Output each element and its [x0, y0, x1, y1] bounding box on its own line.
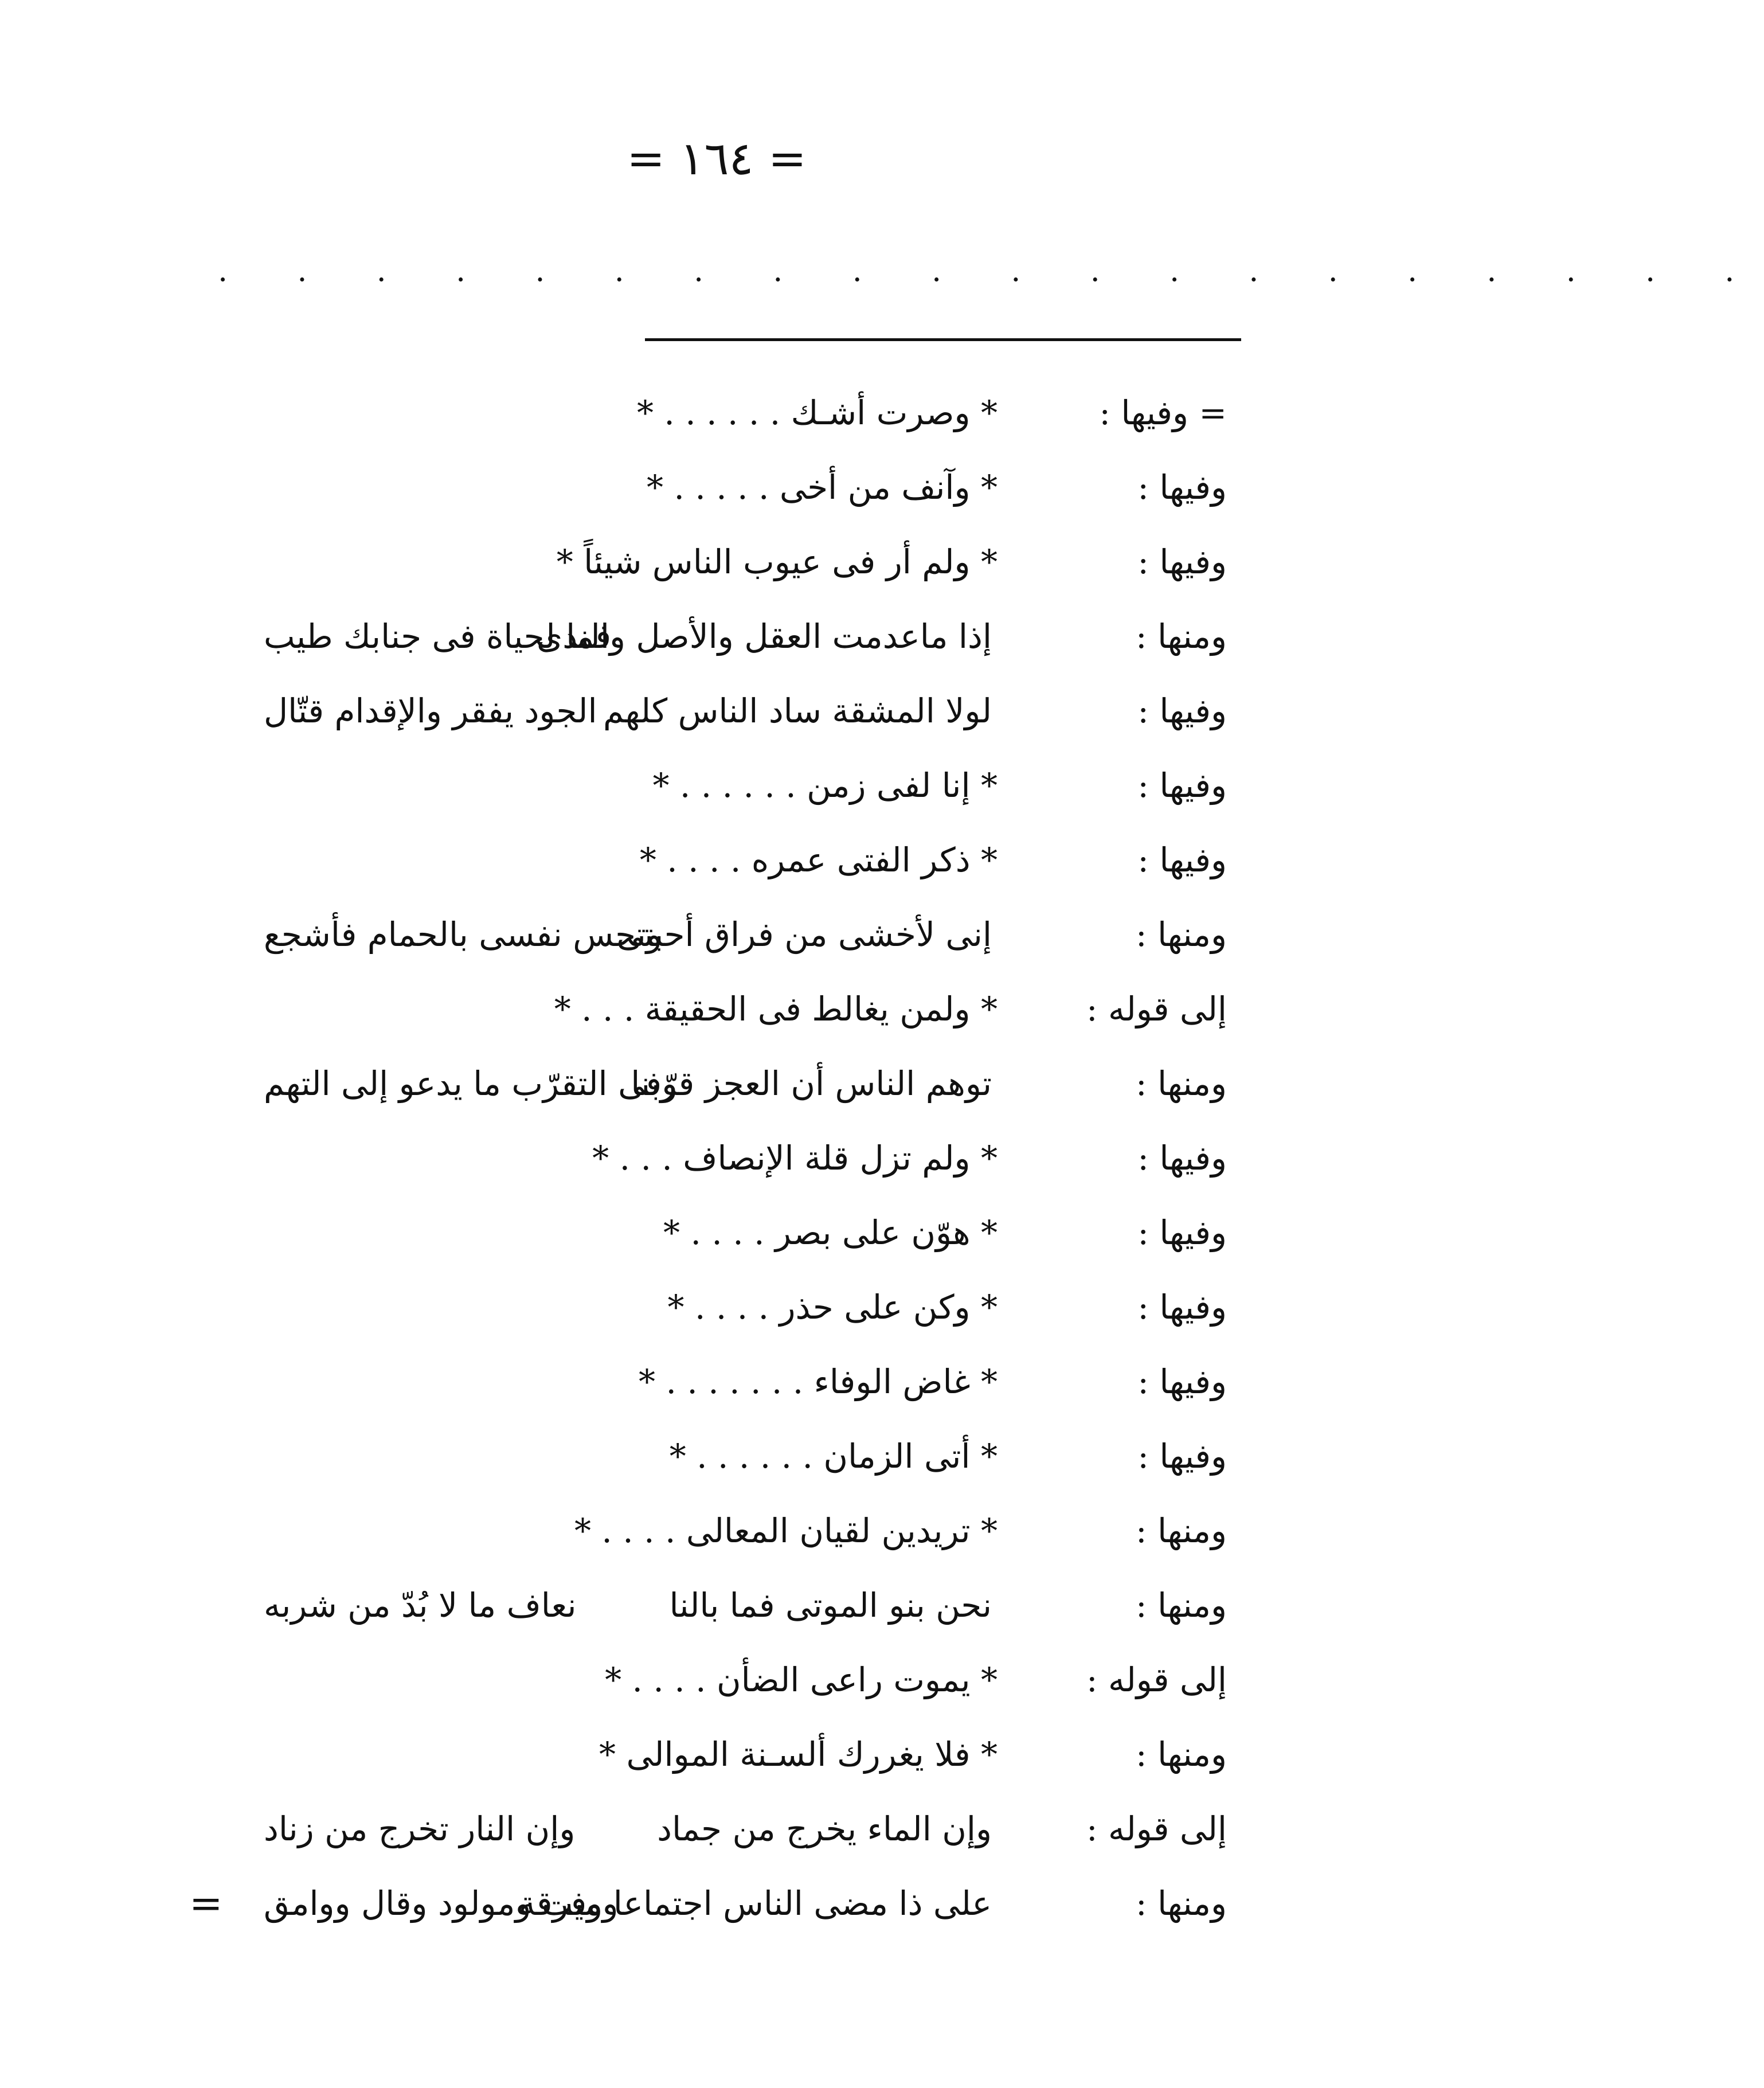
verse-label: وفيها :: [1137, 1437, 1227, 1476]
verse-label: ومنها :: [1136, 915, 1227, 954]
verse-line: [0, 897, 1433, 972]
verse-line: [0, 674, 1433, 748]
verse-label: وفيها :: [1137, 691, 1227, 730]
verse-first-hemistich: إذا ماعدمت العقل والأصل والندى: [536, 617, 992, 656]
verse-line: [0, 1121, 1433, 1195]
verse-line: [0, 1270, 1433, 1344]
verse-text: * تريدين لقيان المعالى . . . . *: [574, 1511, 998, 1550]
verse-label: ومنها :: [1136, 617, 1227, 656]
verse-text: * وآنف من أخى . . . . . *: [647, 468, 998, 507]
verse-line: [0, 823, 1433, 897]
verse-label: وفيها :: [1137, 1288, 1227, 1327]
verse-second-hemistich: فما لحياة فى جنابك طيب: [264, 617, 612, 656]
verse-first-hemistich: وإن الماء يخرج من جماد: [657, 1809, 992, 1848]
verse-label: ومنها :: [1136, 1064, 1227, 1103]
verse-text: * ولم تزل قلة الإنصاف . . . *: [592, 1139, 998, 1178]
verse-label: إلى قوله :: [1086, 990, 1227, 1029]
verse-label: وفيها :: [1137, 1362, 1227, 1401]
verse-second-hemistich: الجود يفقر والإقدام قتّال: [264, 691, 597, 730]
verse-label: إلى قوله :: [1086, 1660, 1227, 1699]
verse-label: وفيها :: [1137, 1139, 1227, 1178]
verse-label: = وفيها :: [1099, 393, 1227, 432]
verse-label: وفيها :: [1137, 1213, 1227, 1252]
verse-second-hemistich: وتحس نفسى بالحمام فأشجع: [264, 915, 662, 954]
verse-line: [0, 748, 1433, 823]
verse-text: * هوّن على بصر . . . . *: [663, 1213, 998, 1252]
verse-line: [0, 1493, 1433, 1568]
verse-line: [0, 1046, 1433, 1121]
verse-label: ومنها :: [1136, 1586, 1227, 1625]
continuation-mark: =: [189, 1880, 223, 1927]
verse-label: وفيها :: [1137, 840, 1227, 879]
verse-text: * إنا لفى زمن . . . . . . *: [652, 766, 998, 805]
verse-label: وفيها :: [1137, 542, 1227, 581]
verse-line: [0, 450, 1433, 525]
verse-second-hemistich: وميت ومولود وقال ووامق: [264, 1884, 619, 1923]
verse-first-hemistich: توهم الناس أن العجز قرّبنا: [631, 1064, 992, 1103]
verse-line: [0, 1717, 1433, 1792]
verse-first-hemistich: إنى لأخشى من فراق أحبتى: [616, 915, 992, 954]
page-number: = ١٦٤ =: [627, 132, 807, 185]
verse-line: [0, 1643, 1433, 1717]
verse-first-hemistich: نحن بنو الموتى فما بالنا: [669, 1586, 992, 1625]
verse-text: * يموت راعى الضأن . . . . *: [605, 1660, 998, 1699]
verse-text: * ولمن يغالط فى الحقيقة . . . *: [554, 990, 998, 1029]
dotted-ellipsis-row: . . . . . . . . . . . . . . . . . . . .: [218, 252, 1764, 288]
verse-first-hemistich: لولا المشقة ساد الناس كلهم: [603, 691, 992, 730]
verse-text: * وكن على حذر . . . . *: [667, 1288, 998, 1327]
verse-text: * وصرت أشـك . . . . . . *: [637, 393, 998, 432]
verse-label: وفيها :: [1137, 766, 1227, 805]
verse-text: * غاض الوفاء . . . . . . . *: [639, 1362, 998, 1401]
verse-line: [0, 599, 1433, 674]
verse-label: وفيها :: [1137, 468, 1227, 507]
verse-second-hemistich: وإن النار تخرج من زناد: [264, 1809, 576, 1848]
verse-text: * ولم أر فى عيوب الناس شيئاً *: [556, 542, 998, 581]
verse-line: [0, 1792, 1433, 1866]
verse-line: [0, 972, 1433, 1046]
verse-line: [0, 1866, 1433, 1941]
verse-label: إلى قوله :: [1086, 1809, 1227, 1848]
verse-second-hemistich: وفى التقرّب ما يدعو إلى التهم: [264, 1064, 678, 1103]
verse-line: [0, 1195, 1433, 1270]
verse-line: [0, 1419, 1433, 1493]
verse-label: ومنها :: [1136, 1511, 1227, 1550]
horizontal-rule: [645, 338, 1241, 341]
verse-label: ومنها :: [1136, 1735, 1227, 1774]
verse-text: * ذكر الفتى عمره . . . . *: [639, 840, 998, 879]
verse-line: [0, 1568, 1433, 1643]
verse-text: * فلا يغررك ألسـنة الموالى *: [599, 1735, 998, 1774]
verse-line: [0, 1344, 1433, 1419]
verse-line: [0, 376, 1433, 450]
verse-line: [0, 525, 1433, 599]
verse-first-hemistich: على ذا مضى الناس اجتماعا وفرقة: [518, 1884, 992, 1923]
verse-label: ومنها :: [1136, 1884, 1227, 1923]
verse-text: * أتى الزمان . . . . . . *: [669, 1437, 998, 1476]
verse-second-hemistich: نعاف ما لا بُدّ من شربه: [264, 1586, 577, 1625]
